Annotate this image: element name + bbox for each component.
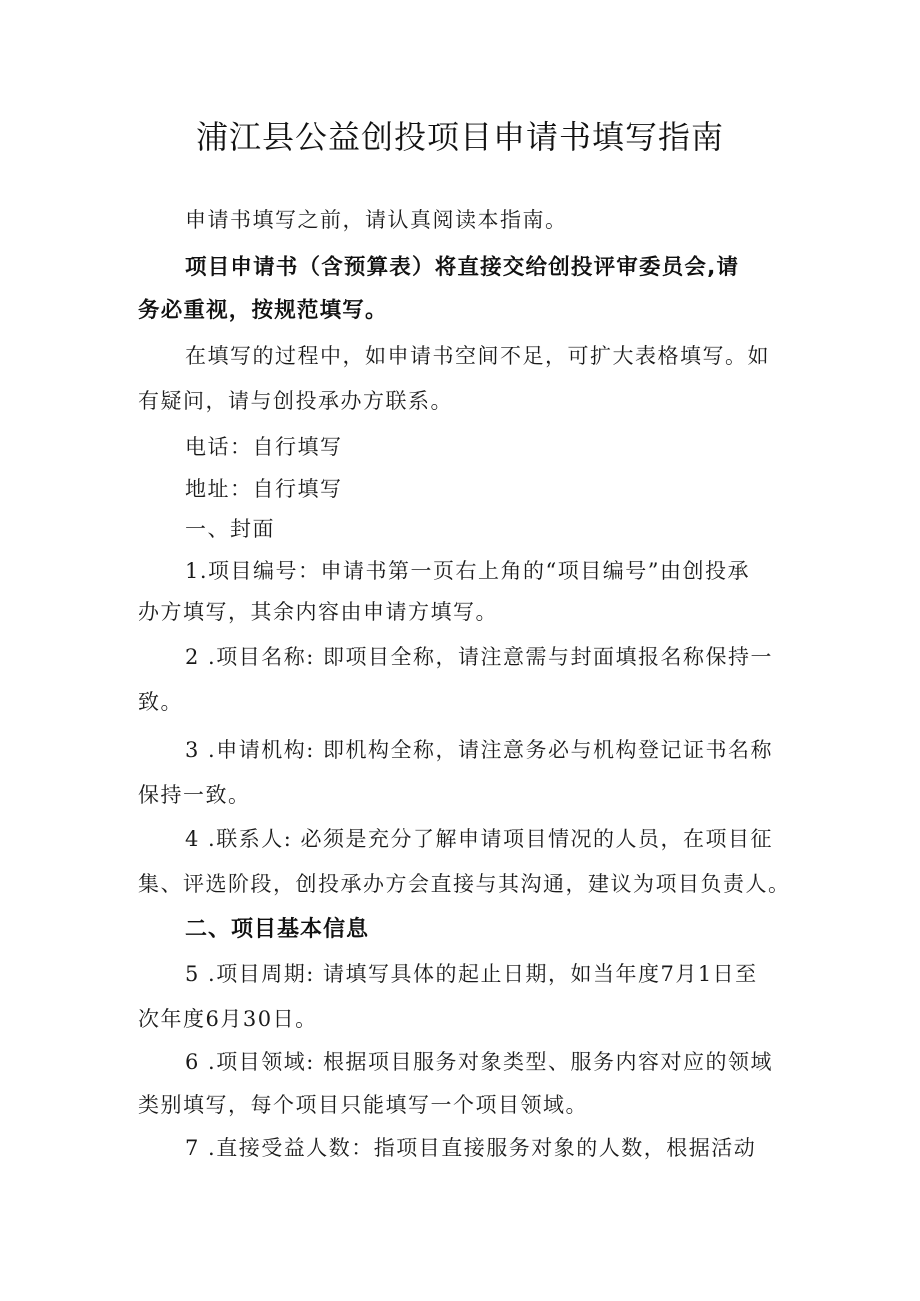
- item-4-line-1: 4 .联系人: 必须是充分了解申请项目情况的人员，在项目征: [185, 827, 773, 851]
- section-basic-info-heading: 二、项目基本信息: [185, 917, 370, 942]
- item-5-line-1: 5 .项目周期: 请填写具体的起止日期，如当年度7月1日至: [185, 962, 758, 986]
- item-6-line-1: 6 .项目领域: 根据项目服务对象类型、服务内容对应的领域: [185, 1050, 773, 1074]
- item-3-line-1: 3 .申请机构: 即机构全称，请注意务必与机构登记证书名称: [185, 738, 773, 762]
- notice-line-1: 项目申请书（含预算表）将直接交给创投评审委员会,请: [185, 255, 740, 280]
- fill-note-line-1: 在填写的过程中，如申请书空间不足，可扩大表格填写。如: [185, 344, 770, 368]
- section-cover-heading: 一、封面: [185, 517, 275, 541]
- item-4-line-2: 集、评选阶段，创投承办方会直接与其沟通，建议为项目负责人。: [138, 872, 791, 896]
- document-title: 浦江县公益创投项目申请书填写指南: [195, 118, 724, 156]
- item-3-line-2: 保持一致。: [138, 783, 251, 807]
- address-line: 地址：自行填写: [185, 477, 343, 501]
- phone-line: 电话：自行填写: [185, 435, 343, 459]
- item-1-line-1: 1.项目编号：申请书第一页右上角的“项目编号”由创投承: [185, 559, 751, 583]
- notice-line-2: 务必重视，按规范填写。: [138, 298, 388, 323]
- intro-line: 申请书填写之前，请认真阅读本指南。: [185, 208, 568, 232]
- item-1-line-2: 办方填写，其余内容由申请方填写。: [138, 600, 498, 624]
- item-2-line-1: 2 .项目名称: 即项目全称，请注意需与封面填报名称保持一: [185, 645, 773, 669]
- item-2-line-2: 致。: [138, 690, 183, 714]
- item-5-line-2: 次年度6月30日。: [138, 1007, 318, 1031]
- item-6-line-2: 类别填写，每个项目只能填写一个项目领域。: [138, 1093, 588, 1117]
- item-7-line-1: 7 .直接受益人数：指项目直接服务对象的人数，根据活动: [185, 1136, 757, 1160]
- fill-note-line-2: 有疑问，请与创投承办方联系。: [138, 389, 453, 413]
